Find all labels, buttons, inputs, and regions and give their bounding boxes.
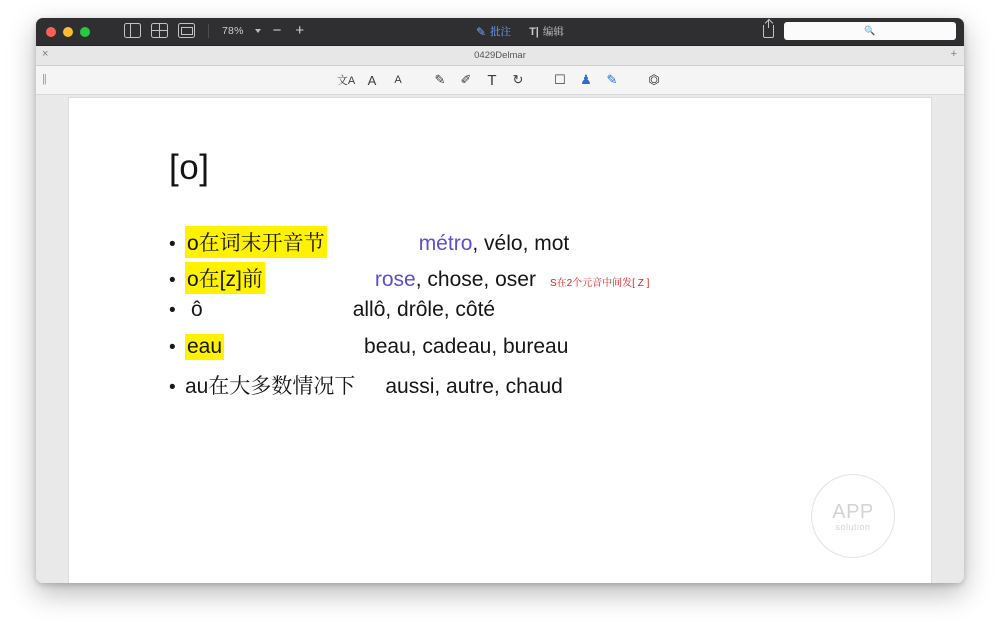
highlight-pen-icon[interactable]: ✎: [434, 72, 446, 87]
toolbar-divider: [208, 24, 209, 38]
thumbnail-grid-icon[interactable]: [151, 23, 168, 38]
document-canvas[interactable]: [36, 95, 964, 583]
annotation-toolbar: [36, 66, 964, 95]
example-rest: , chose, oser: [415, 268, 536, 291]
list-item: [169, 334, 869, 370]
bullet-icon: •: [169, 270, 176, 291]
watermark-main-text: APP: [832, 500, 874, 523]
share-icon[interactable]: [763, 25, 774, 38]
example-group: [419, 232, 570, 256]
example-rest: , vélo, mot: [472, 232, 570, 255]
close-window-icon[interactable]: [46, 27, 56, 37]
bullet-icon: •: [169, 377, 176, 398]
watermark-sub-text: solution: [835, 521, 871, 532]
zoom-in-button[interactable]: +: [295, 21, 305, 39]
annotate-mode-label: 批注: [490, 26, 512, 38]
document-tabbar: [36, 46, 964, 66]
sidebar-pane-icon[interactable]: [124, 23, 141, 38]
close-tab-button[interactable]: ×: [42, 48, 49, 60]
traffic-light-controls[interactable]: [46, 27, 90, 37]
text-size-large-icon[interactable]: A: [367, 72, 377, 88]
search-input[interactable]: [784, 22, 956, 40]
note-tool-icon[interactable]: ☐: [554, 72, 566, 87]
pencil-icon: ✎: [476, 24, 487, 39]
list-item: [169, 262, 869, 298]
text-cursor-icon: T|: [529, 25, 539, 38]
shape-tool-icon[interactable]: ↻: [512, 72, 524, 87]
example-highlighted: rose: [374, 268, 416, 291]
marker-pen-icon[interactable]: ✐: [460, 72, 472, 87]
toolbar-drag-handle[interactable]: ||: [42, 73, 46, 85]
pdf-reader-window: [36, 18, 964, 583]
bullet-list: [169, 226, 869, 406]
example-highlighted: métro: [418, 232, 473, 255]
titlebar-left-tools: [124, 23, 306, 38]
crop-tool-icon[interactable]: ⏣: [648, 72, 660, 87]
list-item: [169, 298, 869, 334]
watermark-logo: [811, 474, 895, 558]
example-rest: allô, drôle, côté: [352, 298, 496, 321]
rule-text: au在大多数情况下: [185, 375, 356, 398]
rule-text: o在词末开音节: [185, 226, 327, 258]
text-size-small-icon[interactable]: A: [394, 74, 402, 86]
stamp-tool-icon[interactable]: ♟: [580, 72, 592, 87]
text-tool-icon[interactable]: T: [487, 71, 497, 89]
search-icon: 🔍: [864, 25, 876, 36]
example-rest: beau, cadeau, bureau: [364, 335, 569, 358]
window-titlebar: [36, 18, 964, 46]
rule-text: o在[z]前: [185, 262, 265, 294]
annotate-mode-button[interactable]: [476, 24, 511, 39]
signature-tool-icon[interactable]: ✎: [606, 72, 618, 87]
titlebar-right-tools: [763, 22, 956, 40]
list-item: [169, 226, 869, 262]
example-group: [375, 268, 536, 292]
rule-text: eau: [187, 335, 223, 358]
minimize-window-icon[interactable]: [63, 27, 73, 37]
page-title: [o]: [169, 148, 210, 187]
annotation-tools: [333, 69, 667, 91]
titlebar-mode-switch: [476, 24, 564, 39]
tab-title[interactable]: 0429Delmar: [474, 50, 526, 61]
pdf-page: [68, 97, 932, 583]
chevron-down-icon[interactable]: [255, 29, 261, 33]
new-tab-button[interactable]: +: [950, 48, 957, 60]
zoom-out-button[interactable]: −: [272, 21, 282, 39]
bullet-icon: •: [169, 234, 176, 255]
bullet-icon: •: [169, 337, 176, 358]
example-rest: aussi, autre, chaud: [385, 375, 563, 398]
annotation-note: S在2个元音中间发[ Z ]: [549, 278, 650, 289]
list-item: [169, 370, 869, 406]
contact-sheet-icon[interactable]: [178, 23, 195, 38]
edit-mode-label: 编辑: [542, 26, 564, 38]
zoom-level-value[interactable]: 78%: [222, 24, 244, 37]
translate-icon[interactable]: 文A: [336, 75, 356, 87]
rule-text: ô: [191, 298, 203, 321]
edit-mode-button[interactable]: [529, 24, 564, 39]
bullet-icon: •: [169, 300, 176, 321]
maximize-window-icon[interactable]: [80, 27, 90, 37]
